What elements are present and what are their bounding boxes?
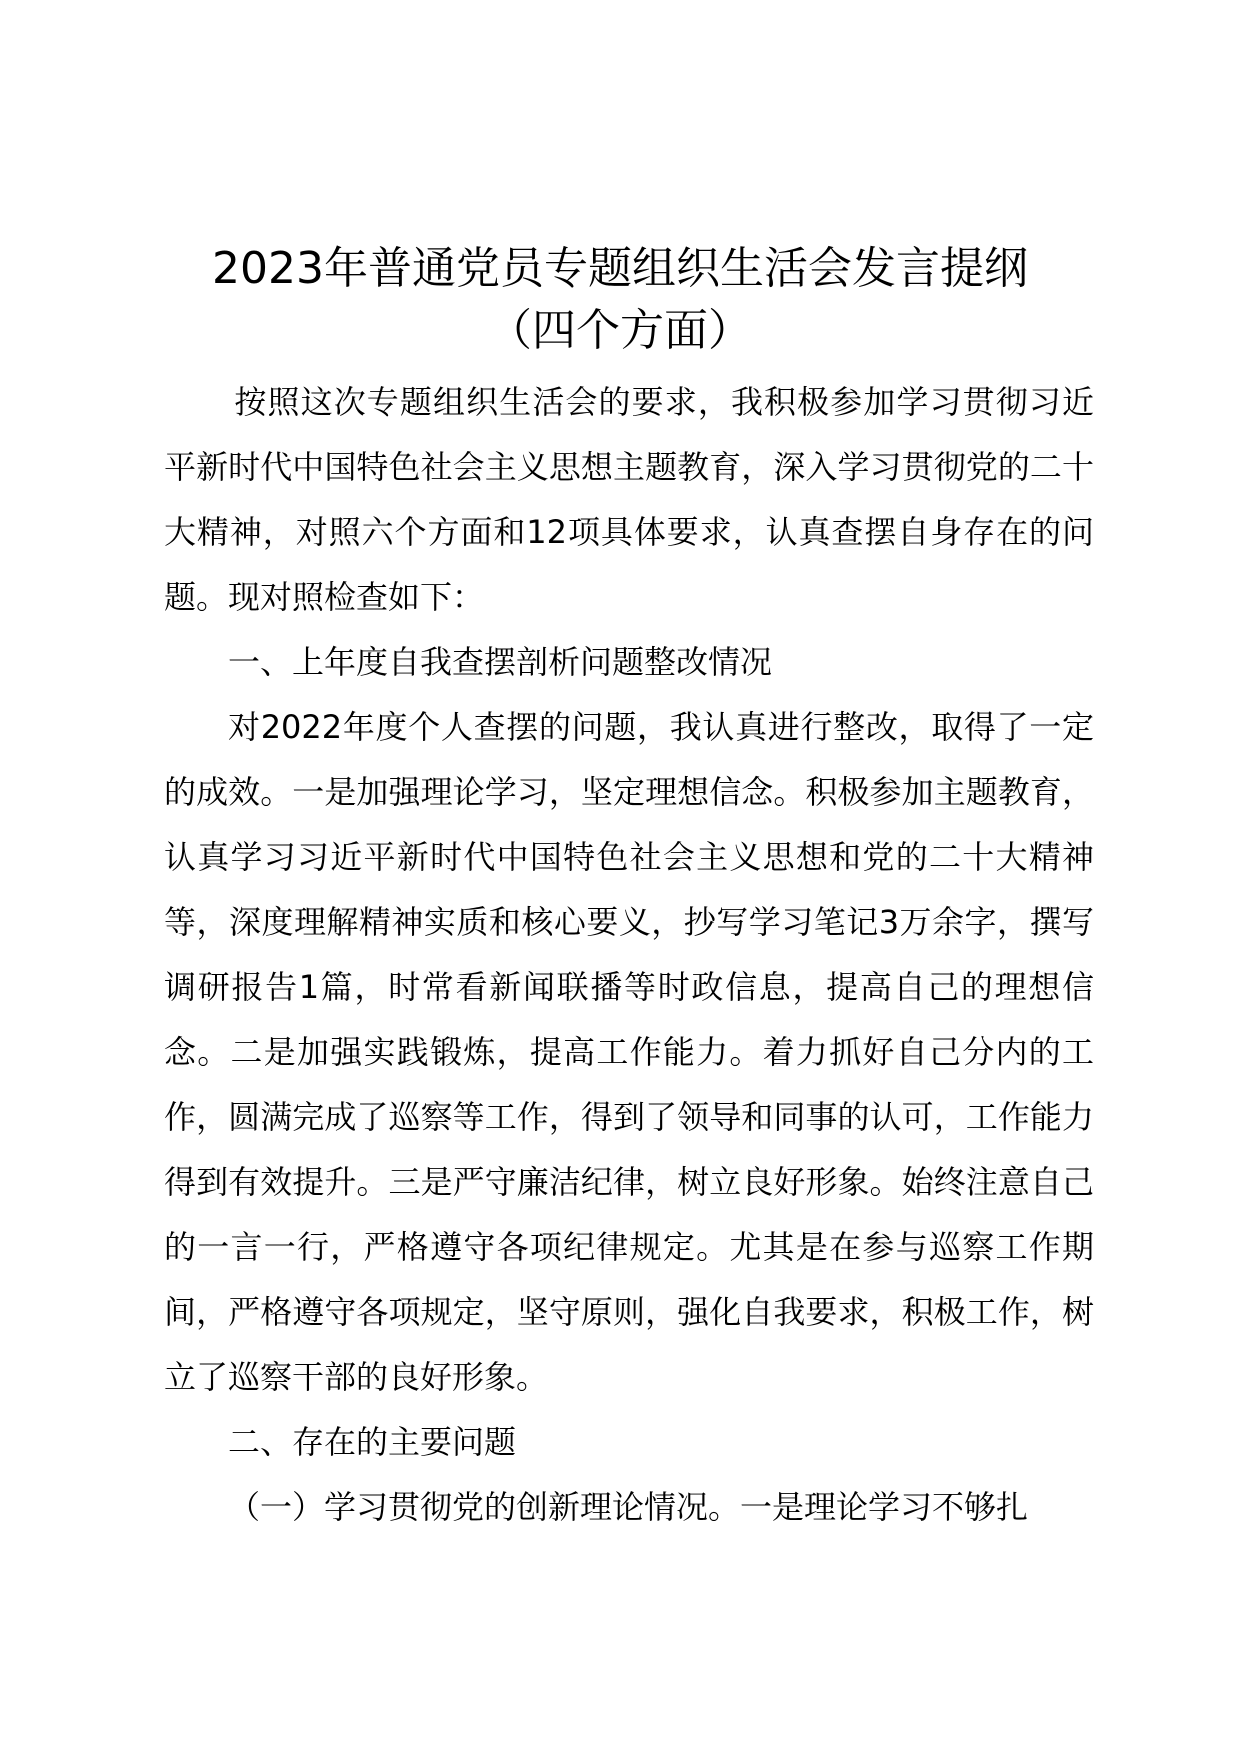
- section-1-paragraph: 对2022年度个人查摆的问题，我认真进行整改，取得了一定的成效。一是加强理论学习，坚定理想信念。积极参加主题教育，认真学习习近平新时代中国特色社会主义思想和党的二十大精神等，深度理解精神实质和核心要义，抄写学习笔记3万余字，撰写调研报告1篇，时常看新闻联播等时政信息，提高自己的理想信念。二是加强实践锻炼，提高工作能力。着力抓好自己分内的工作，圆满完成了巡察等工作，得到了领导和同事的认可，工作能力得到有效提升。三是严守廉洁纪律，树立良好形象。始终注意自己的一言一行，严格遵守各项纪律规定。尤其是在参与巡察工作期间，严格遵守各项规定，坚守原则，强化自我要求，积极工作，树立了巡察干部的良好形象。: [164, 708, 1094, 1396]
- section-heading-2: 二、存在的主要问题: [228, 1423, 517, 1461]
- title-line-2: （四个方面）: [488, 305, 752, 356]
- document-title: [100, 238, 1140, 362]
- intro-paragraph: 按照这次专题组织生活会的要求，我积极参加学习贯彻习近平新时代中国特色社会主义思想主题教育，深入学习贯彻党的二十大精神，对照六个方面和12项具体要求，认真查摆自身存在的问题。现对照检查如下：: [164, 383, 1094, 616]
- section-heading-1: 一、上年度自我查摆剖析问题整改情况: [228, 643, 773, 681]
- document-body: [164, 370, 1094, 1540]
- title-line-1: 2023年普通党员专题组织生活会发言提纲: [212, 243, 1028, 294]
- section-2-item-1: （一）学习贯彻党的创新理论情况。一是理论学习不够扎: [228, 1488, 1029, 1526]
